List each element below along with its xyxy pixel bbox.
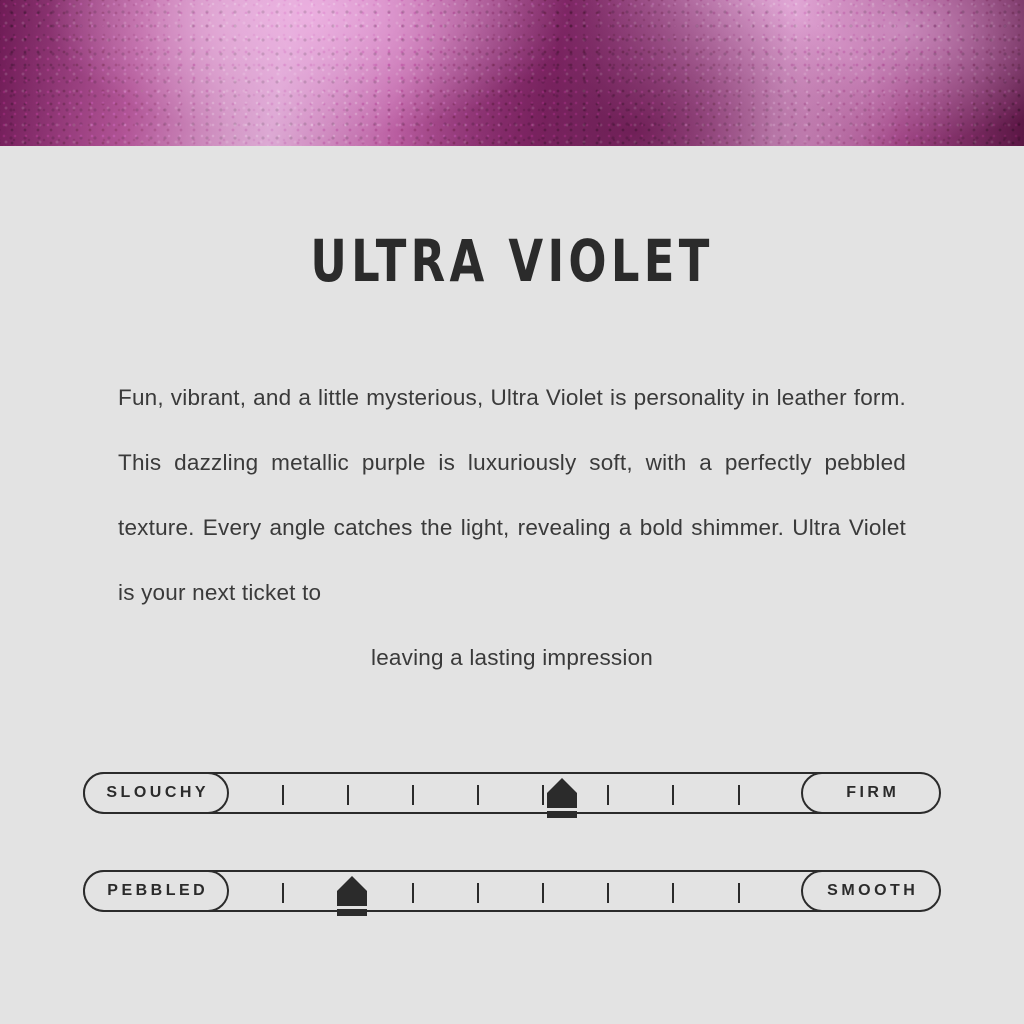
scale-structure-ticks: [231, 774, 797, 816]
scale-structure-left-label: SLOUCHY: [83, 772, 229, 814]
page-title: ULTRA VIOLET: [310, 227, 714, 295]
tick-mark: [477, 883, 479, 903]
description-line-4: revealing a bold shimmer. Ultra Violet is your next ticket to: [118, 515, 906, 605]
description-line-1: Fun, vibrant, and a little mysterious, Ultra Violet is personality in: [118, 385, 770, 410]
scale-texture: [83, 870, 941, 916]
tick-mark: [412, 785, 414, 805]
tick-mark: [738, 883, 740, 903]
scale-structure-marker[interactable]: [547, 778, 577, 818]
tick-mark: [542, 883, 544, 903]
marker-stem-icon: [547, 793, 577, 808]
tick-mark: [542, 785, 544, 805]
scale-structure-right-label: FIRM: [801, 772, 941, 814]
tick-mark: [738, 785, 740, 805]
marker-head-icon: [547, 778, 577, 793]
swatch-sheen-overlay: [0, 0, 1024, 146]
tick-mark: [412, 883, 414, 903]
scale-structure: [83, 772, 941, 818]
product-description: [118, 365, 906, 690]
marker-head-icon: [337, 876, 367, 891]
tick-mark: [607, 883, 609, 903]
marker-foot-icon: [547, 811, 577, 818]
scale-texture-marker[interactable]: [337, 876, 367, 916]
tick-mark: [672, 785, 674, 805]
tick-mark: [672, 883, 674, 903]
marker-foot-icon: [337, 909, 367, 916]
scale-texture-left-label: PEBBLED: [83, 870, 229, 912]
description-line-2: leather form. This dazzling metallic purple is luxuriously soft, with: [118, 385, 907, 475]
description-line-5: leaving a lasting impression: [371, 645, 653, 670]
scale-texture-ticks: [231, 872, 797, 914]
tick-mark: [477, 785, 479, 805]
description-line-3: a perfectly pebbled texture. Every angle catches the light,: [118, 450, 906, 540]
tick-mark: [282, 785, 284, 805]
leather-swatch-image: [0, 0, 1024, 146]
tick-mark: [607, 785, 609, 805]
marker-stem-icon: [337, 891, 367, 906]
tick-mark: [347, 785, 349, 805]
scale-texture-right-label: SMOOTH: [801, 870, 941, 912]
attribute-scales: [83, 772, 941, 968]
tick-mark: [282, 883, 284, 903]
